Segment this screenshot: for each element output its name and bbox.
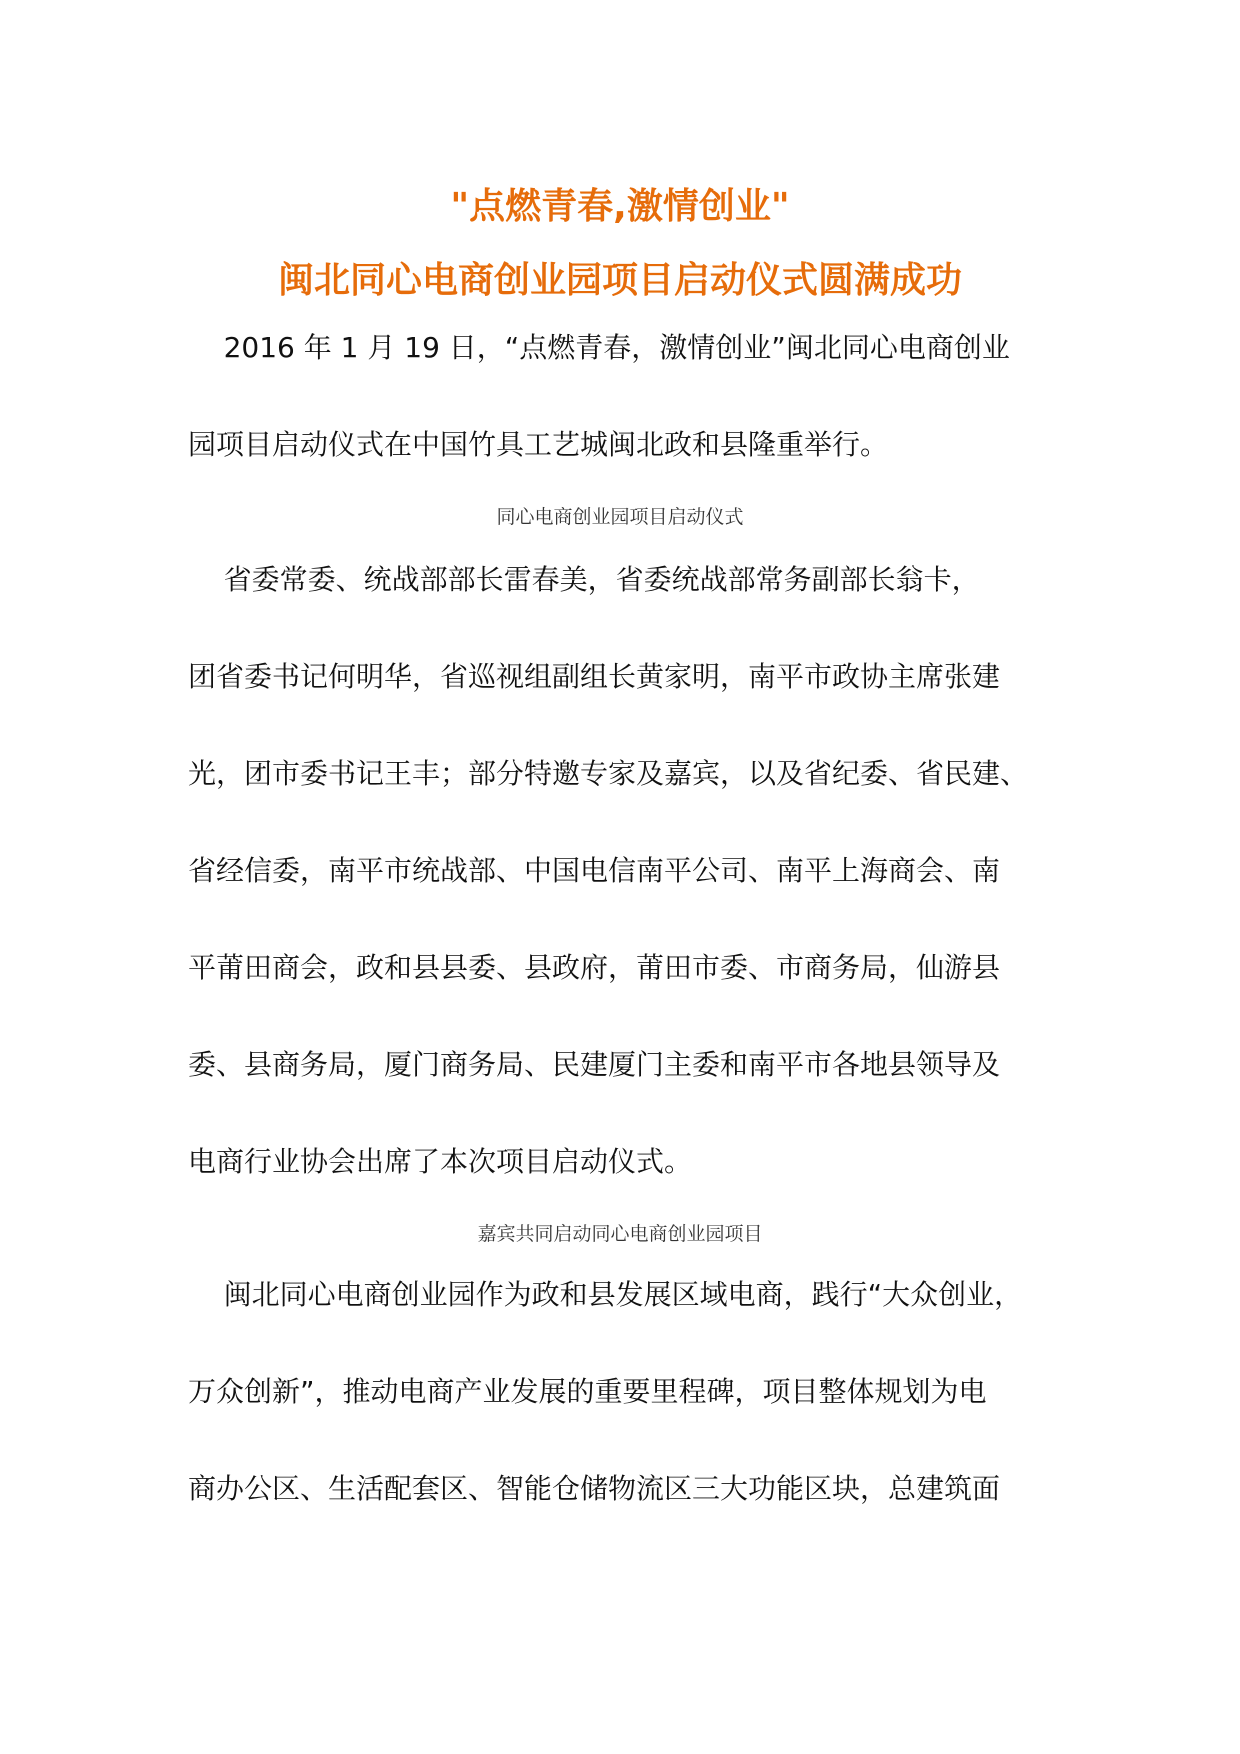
paragraph-3-line-1: 闽北同心电商创业园作为政和县发展区域电商，践行“大众创业， <box>188 1278 1023 1311</box>
paragraph-3-line-2: 万众创新”，推动电商产业发展的重要里程碑，项目整体规划为电 <box>188 1375 987 1408</box>
paragraph-1-line-2: 园项目启动仪式在中国竹具工艺城闽北政和县隆重举行。 <box>188 428 889 461</box>
photo-caption-1: 同心电商创业园项目启动仪式 <box>496 506 744 528</box>
article-title-line-2: 闽北同心电商创业园项目启动仪式圆满成功 <box>277 260 962 301</box>
photo-caption-2: 嘉宾共同启动同心电商创业园项目 <box>477 1223 763 1245</box>
paragraph-2-line-1: 省委常委、统战部部长雷春美，省委统战部常务副部长翁卡， <box>188 563 980 596</box>
paragraph-2-line-7: 电商行业协会出席了本次项目启动仪式。 <box>188 1145 693 1178</box>
paragraph-2-line-3: 光，团市委书记王丰；部分特邀专家及嘉宾，以及省纪委、省民建、 <box>188 757 1029 790</box>
paragraph-2-line-6: 委、县商务局，厦门商务局、民建厦门主委和南平市各地县领导及 <box>188 1048 1001 1081</box>
paragraph-2-line-4: 省经信委，南平市统战部、中国电信南平公司、南平上海商会、南 <box>188 854 1001 887</box>
article-title-line-1: "点燃青春,激情创业" <box>450 186 790 227</box>
paragraph-3-line-3: 商办公区、生活配套区、智能仓储物流区三大功能区块，总建筑面 <box>188 1472 1001 1505</box>
paragraph-2-line-2: 团省委书记何明华，省巡视组副组长黄家明，南平市政协主席张建 <box>188 660 1001 693</box>
paragraph-2-line-5: 平莆田商会，政和县县委、县政府，莆田市委、市商务局，仙游县 <box>188 951 1001 984</box>
paragraph-1-line-1: 2016 年 1 月 19 日，“点燃青春，激情创业”闽北同心电商创业 <box>188 331 1010 364</box>
